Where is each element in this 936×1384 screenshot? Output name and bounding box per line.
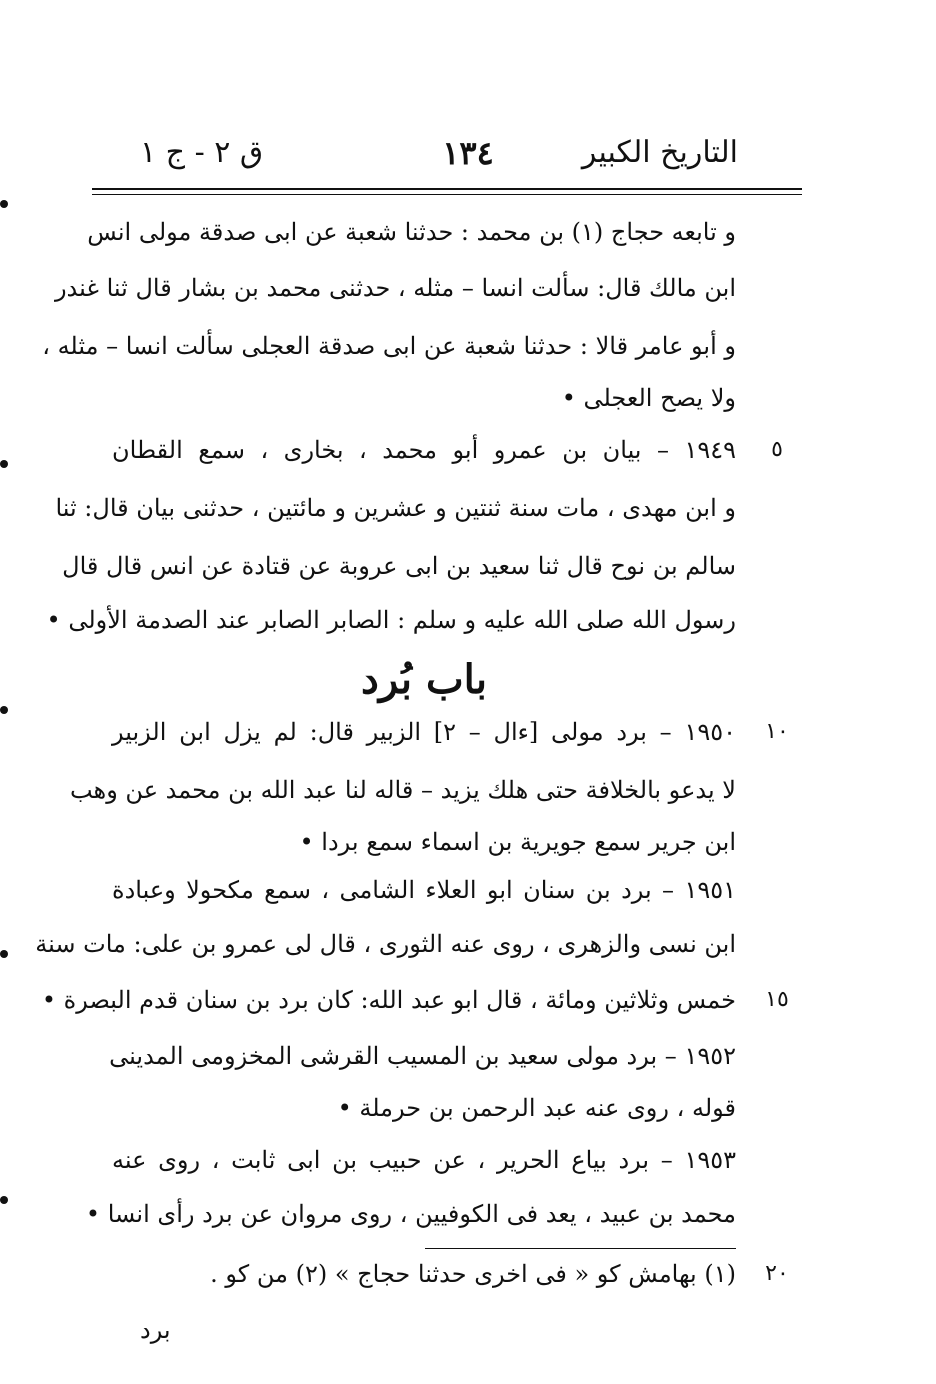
- volume-marker: ق ٢ - ج ١: [140, 135, 264, 170]
- margin-mark: [0, 706, 8, 714]
- running-title: التاريخ الكبير: [581, 135, 738, 170]
- chapter-heading: باب بُرد: [361, 656, 487, 703]
- header-rule-thin: [92, 194, 802, 195]
- entry-1951: ١٩٥١ – برد بن سنان ابو العلاء الشامى ، سمع مكحولا وعبادة: [112, 876, 736, 904]
- margin-mark: [0, 1196, 8, 1204]
- page-number: ١٣٤: [442, 134, 494, 172]
- text-line: محمد بن عبيد ، يعد فى الكوفيين ، روى مروان عن برد رأى انسا •: [85, 1200, 736, 1228]
- text-line: خمس وثلاثين ومائة ، قال ابو عبد الله: كان برد بن سنان قدم البصرة •: [41, 986, 736, 1014]
- entry-1952: ١٩٥٢ – برد مولى سعيد بن المسيب القرشى المخزومى المدينى: [109, 1042, 736, 1070]
- header-rule-thick: [92, 188, 802, 190]
- entry-1949: ١٩٤٩ – بيان بن عمرو أبو محمد ، بخارى ، سمع القطان: [112, 436, 736, 464]
- margin-mark: [0, 950, 8, 958]
- line-number: ٢٠: [765, 1261, 789, 1286]
- line-number: ١٠: [765, 719, 789, 744]
- text-line: ابن جرير سمع جويرية بن اسماء سمع بردا •: [299, 828, 736, 856]
- text-line: لا يدعو بالخلافة حتى هلك يزيد – قاله لنا عبد الله بن محمد عن وهب: [69, 776, 736, 804]
- entry-1950: ١٩٥٠ – برد مولى [ءال – ٢] الزبير قال: لم يزل ابن الزبير: [112, 718, 736, 746]
- catchword: برد: [140, 1316, 171, 1344]
- text-line: قوله ، روى عنه عبد الرحمن بن حرملة •: [337, 1094, 736, 1122]
- text-line: و ابن مهدى ، مات سنة ثنتين و عشرين و مائتين ، حدثنى بيان قال: ثنا: [55, 494, 736, 522]
- text-line: سالم بن نوح قال ثنا سعيد بن ابى عروبة عن قتادة عن انس قال قال: [62, 552, 736, 580]
- margin-mark: [0, 460, 8, 468]
- margin-mark: [0, 200, 8, 208]
- line-number: ١٥: [765, 987, 789, 1012]
- footnote-rule: [425, 1248, 736, 1249]
- text-line: ولا يصح العجلى •: [561, 384, 736, 412]
- text-line: ابن نسى والزهرى ، روى عنه الثورى ، قال لى عمرو بن على: مات سنة: [35, 930, 736, 958]
- text-line: رسول الله صلى الله عليه و سلم : الصابر الصابر عند الصدمة الأولى •: [46, 606, 736, 634]
- text-line: و أبو عامر قالا : حدثنا شعبة عن ابى صدقة العجلى سألت انسا – مثله ،: [42, 332, 736, 360]
- text-line: ابن مالك قال: سألت انسا – مثله ، حدثنى محمد بن بشار قال ثنا غندر: [54, 274, 736, 302]
- line-number: ٥: [771, 437, 783, 462]
- entry-1953: ١٩٥٣ – برد بياع الحرير ، عن حبيب بن ابى ثابت ، روى عنه: [112, 1146, 736, 1174]
- footnote: (١) بهامش كو « فى اخرى حدثنا حجاج » (٢) من كو .: [210, 1260, 736, 1288]
- text-line: و تابعه حجاج (١) بن محمد : حدثنا شعبة عن ابى صدقة مولى انس: [87, 218, 736, 246]
